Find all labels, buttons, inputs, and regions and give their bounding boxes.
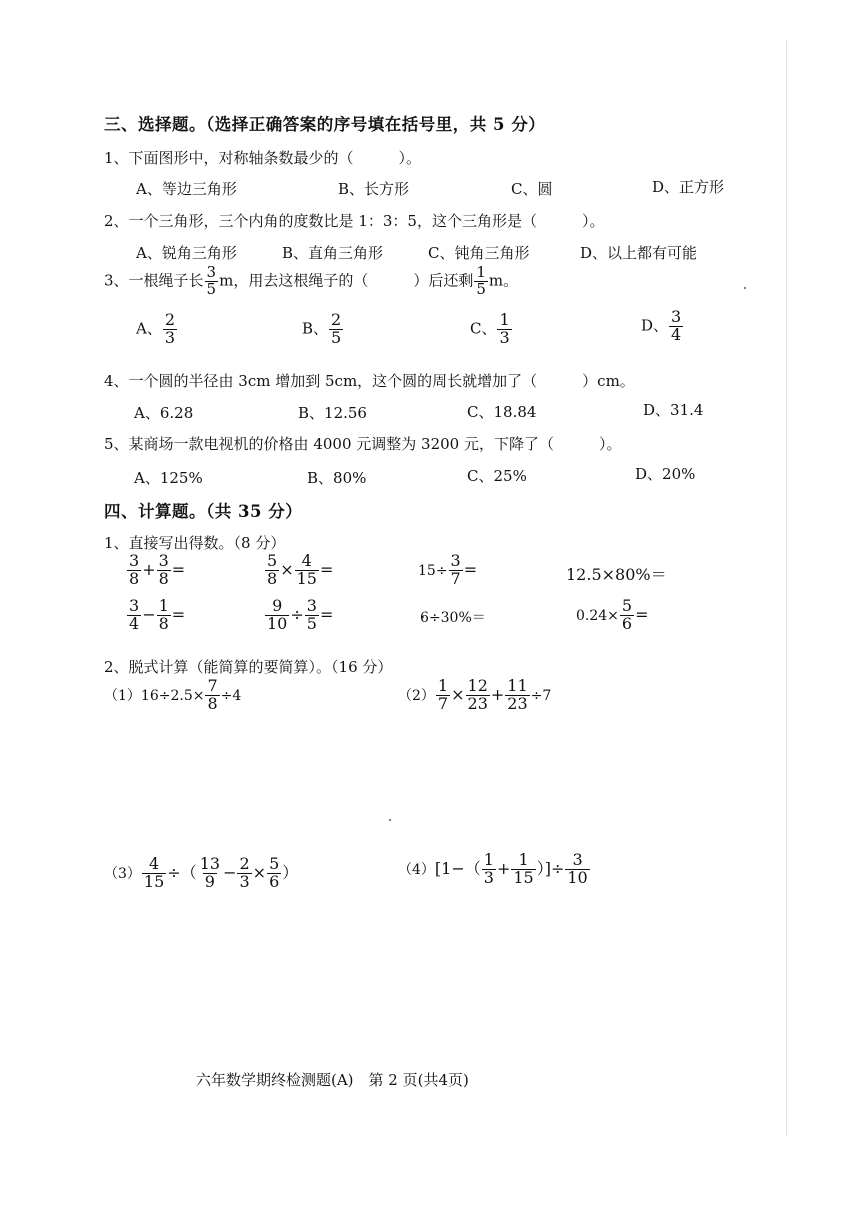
page-edge-line: [786, 40, 787, 1135]
question-3: [104, 265, 518, 298]
q3-length-fraction: $\frac{3}{5}$: [206, 263, 217, 298]
question-2: 2、一个三角形，三个内角的度数比是 1：3：5，这个三角形是（ ）。: [104, 212, 605, 230]
q3-option-d: D、 $\frac{3}{4}$: [641, 307, 682, 344]
q3-middle: m，用去这根绳子的（ ）后还剩: [219, 271, 474, 290]
calc-1-1: $\frac{3}{8}$ + $\frac{3}{8}$ =: [129, 551, 186, 588]
part-2-title: 2、脱式计算（能简算的要简算）。（16 分）: [104, 658, 393, 676]
calc-1-7: 6÷30%＝: [420, 610, 486, 626]
calc-1-5: $\frac{3}{4}$ − $\frac{1}{8}$ =: [129, 596, 186, 633]
calc-1-8: 0.24× $\frac{5}{6}$ =: [576, 596, 649, 633]
q3-option-c: C、 $\frac{1}{3}$: [470, 310, 510, 347]
page-footer: 六年数学期终检测题(A) 第 2 页(共4页): [196, 1071, 469, 1089]
q1-option-a: A、等边三角形: [136, 180, 237, 198]
calc-1-2: $\frac{5}{8}$ × $\frac{4}{15}$ =: [267, 551, 334, 588]
q3-remaining-fraction: $\frac{1}{5}$: [476, 263, 486, 298]
q5-option-c: C、25%: [467, 467, 527, 485]
q2-option-a: A、锐角三角形: [136, 244, 237, 262]
calc-2-1: （1）16÷2.5× $\frac{7}{8}$ ÷4: [104, 676, 242, 713]
q3-option-a: A、 $\frac{2}{3}$: [136, 310, 176, 347]
section-3-title: 三、选择题。（选择正确答案的序号填在括号里，共 5 分）: [104, 115, 546, 134]
question-5: 5、某商场一款电视机的价格由 4000 元调整为 3200 元，下降了（ ）。: [104, 435, 622, 453]
q4-option-b: B、12.56: [298, 404, 367, 422]
q3-option-b: B、 $\frac{2}{5}$: [302, 310, 342, 347]
q2-option-b: B、直角三角形: [282, 244, 384, 262]
calc-1-4: 12.5×80%＝: [566, 565, 667, 584]
q1-option-c: C、圆: [511, 180, 553, 198]
calc-2-4: （4）[1−（ $\frac{1}{3}$ + $\frac{1}{15}$ ）]÷ $\frac{3}{10}$: [398, 850, 588, 887]
q3-suffix: m。: [488, 271, 519, 290]
scan-speck: [389, 819, 391, 821]
q5-option-b: B、80%: [307, 469, 367, 487]
calc-2-3: （3） $\frac{4}{15}$ ÷（ $\frac{13}{9}$ − $\frac{2}{3}$ × $\frac{5}{6}$ ）: [104, 854, 299, 891]
q2-option-c: C、钝角三角形: [428, 244, 530, 262]
section-4-title: 四、计算题。（共 35 分）: [104, 502, 303, 521]
q4-option-d: D、31.4: [643, 401, 704, 419]
q3-prefix: 3、一根绳子长: [104, 271, 204, 290]
q2-option-d: D、以上都有可能: [580, 244, 698, 262]
question-1: 1、下面图形中，对称轴条数最少的（ ）。: [104, 149, 422, 167]
q5-option-a: A、125%: [134, 469, 203, 487]
q1-option-b: B、长方形: [338, 180, 410, 198]
calc-1-6: $\frac{9}{10}$ ÷ $\frac{3}{5}$ =: [267, 596, 334, 633]
q1-option-d: D、正方形: [652, 178, 725, 196]
question-4: 4、一个圆的半径由 3cm 增加到 5cm，这个圆的周长就增加了（ ）cm。: [104, 372, 635, 390]
calc-2-2: （2） $\frac{1}{7}$ × $\frac{12}{23}$ + $\frac{11}{23}$ ÷7: [398, 676, 552, 713]
q4-option-c: C、18.84: [467, 403, 537, 421]
q4-option-a: A、6.28: [134, 404, 194, 422]
calc-1-3: 15÷ $\frac{3}{7}$ =: [418, 551, 478, 588]
part-1-title: 1、直接写出得数。（8 分）: [104, 534, 286, 552]
q5-option-d: D、20%: [635, 465, 696, 483]
scan-speck: [744, 287, 746, 289]
